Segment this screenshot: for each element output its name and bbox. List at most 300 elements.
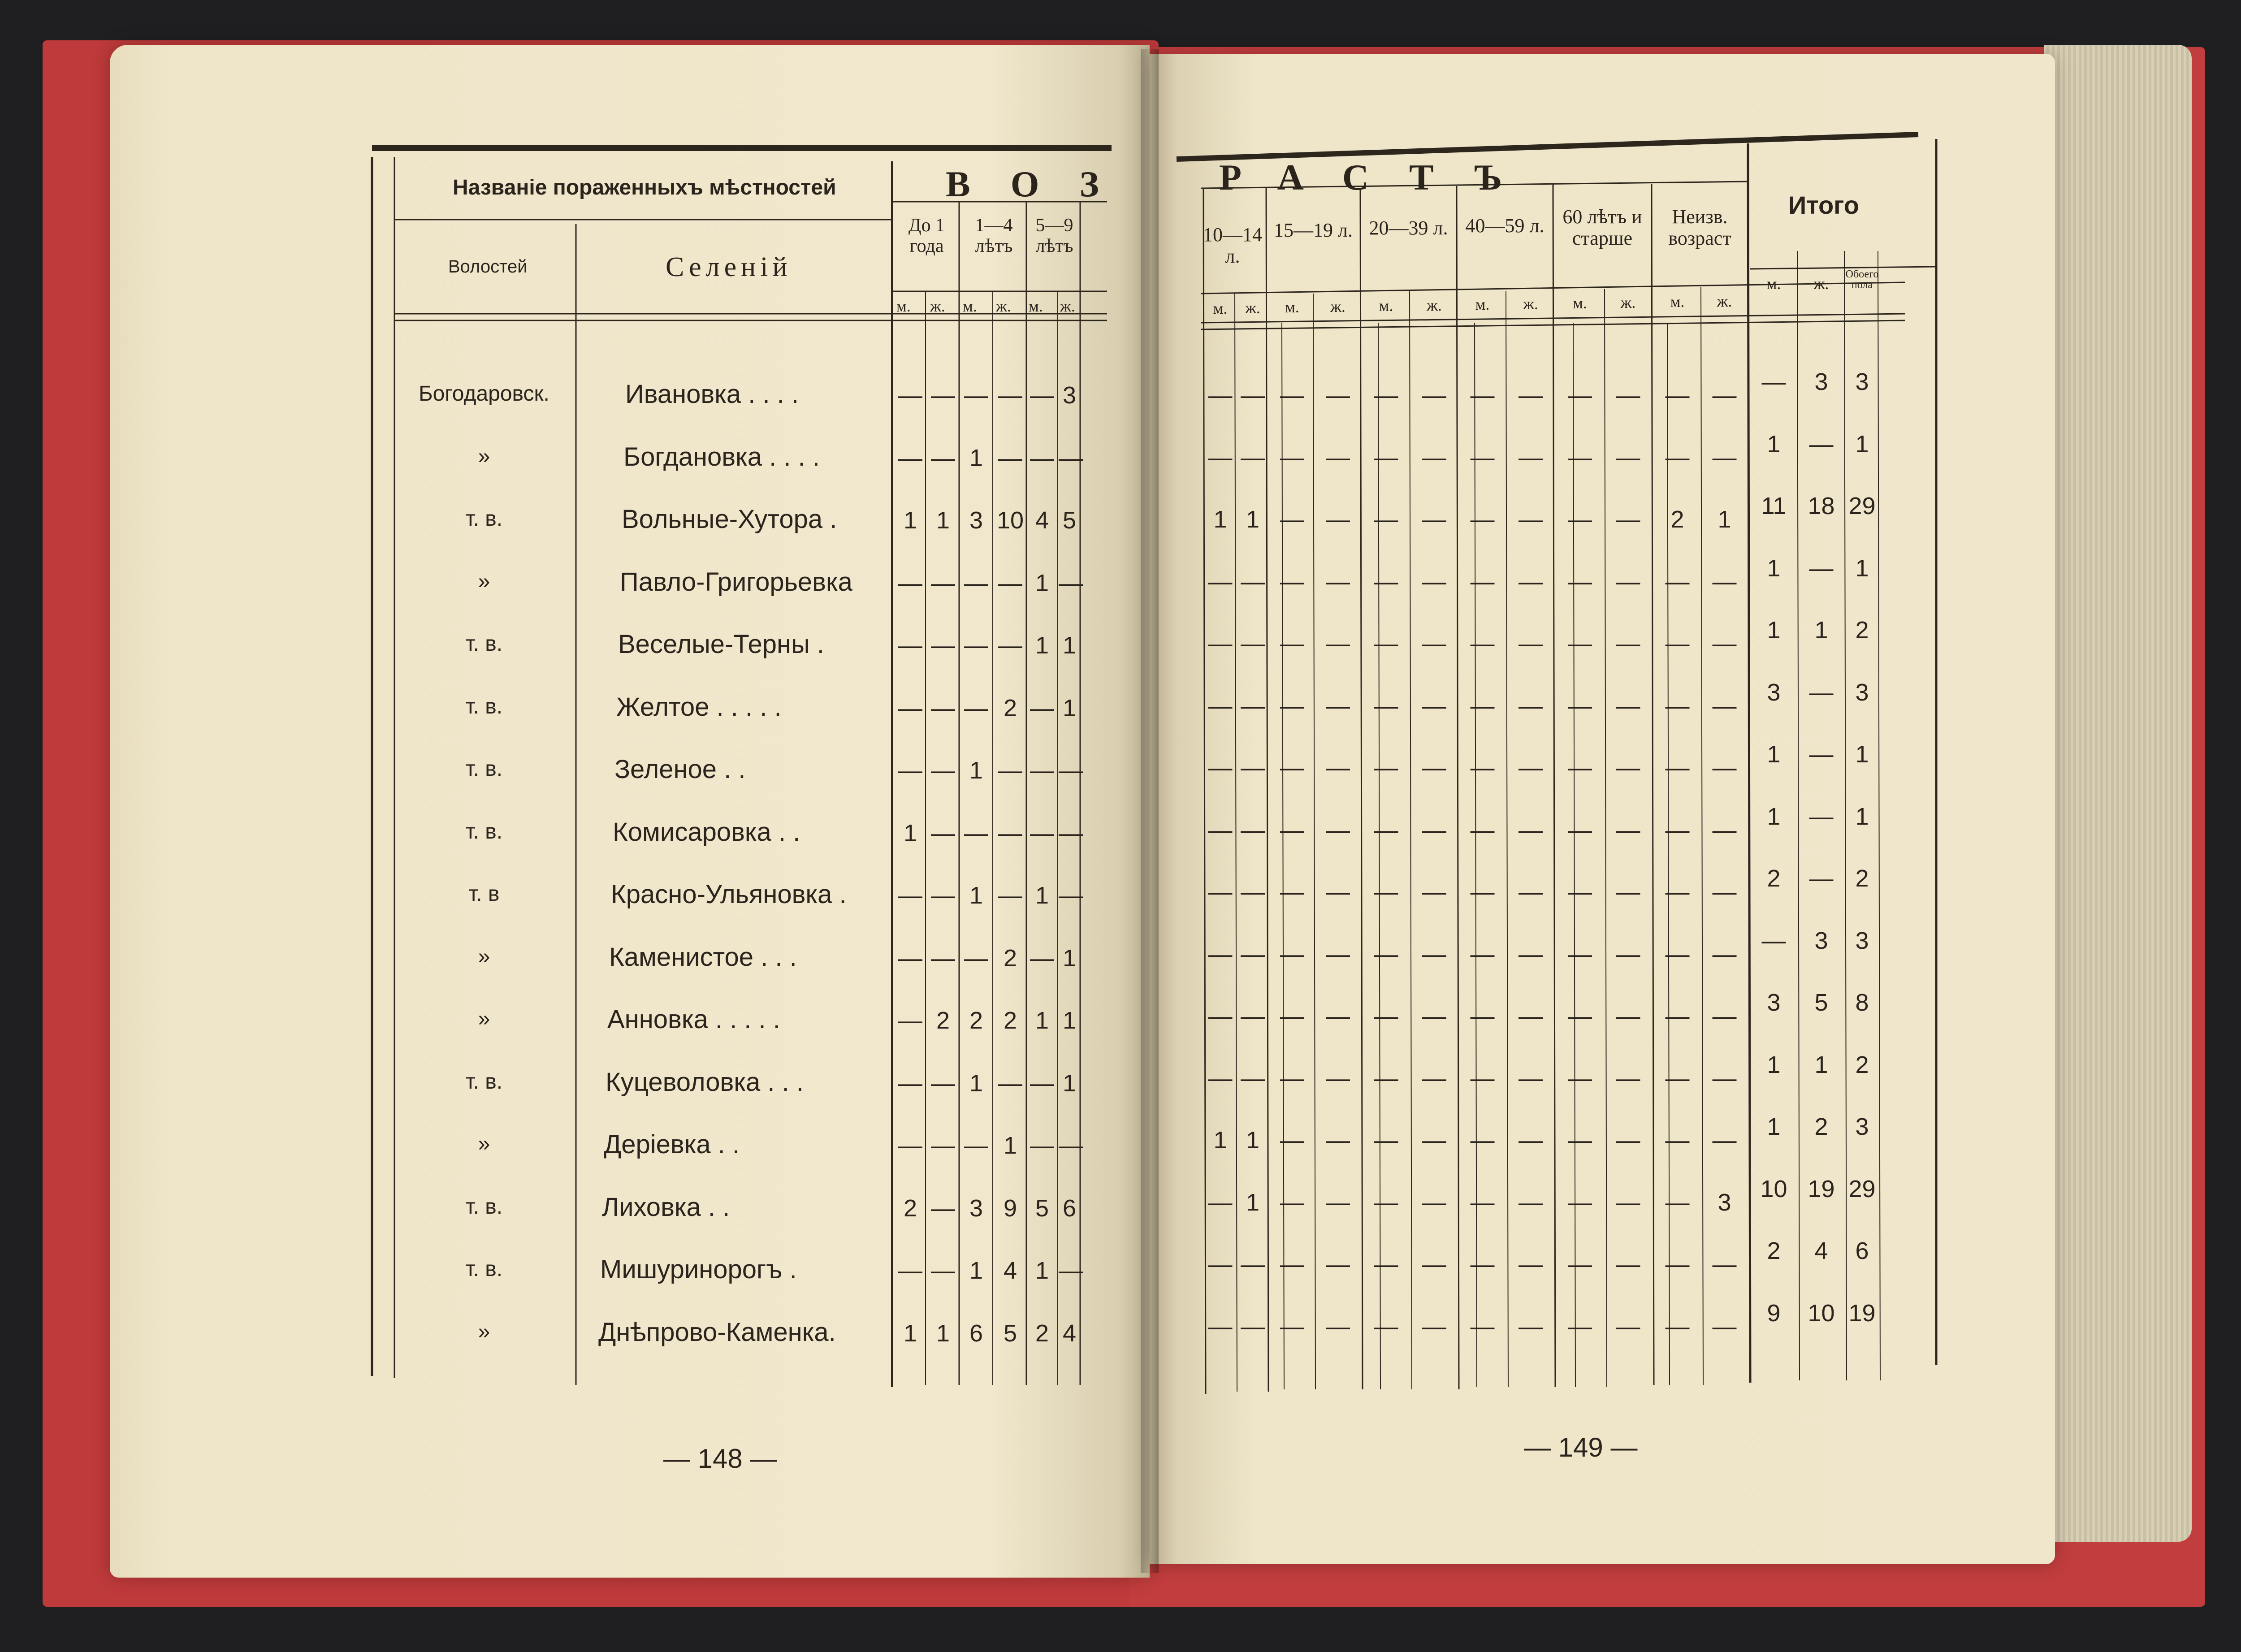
data-cell: — — [1422, 568, 1446, 595]
data-cell: — — [998, 632, 1022, 659]
data-cell: 4 — [1003, 1257, 1017, 1284]
data-cell: — — [898, 944, 922, 972]
data-cell: — — [1665, 444, 1690, 471]
data-cell: — — [964, 819, 988, 847]
data-cell: — — [1241, 816, 1265, 843]
itogo-cell: — — [1761, 927, 1786, 954]
sex-label: м. — [1766, 275, 1781, 293]
data-cell: — — [1280, 506, 1304, 533]
data-cell: — — [1665, 630, 1690, 657]
data-cell: — — [1616, 1313, 1640, 1340]
itogo-cell: 1 — [1767, 554, 1781, 582]
itogo-cell: 3 — [1855, 1113, 1869, 1140]
data-cell: — — [1030, 819, 1054, 847]
sex-label: м. — [963, 297, 977, 315]
selo-cell: Желтое . . . . . — [616, 692, 782, 722]
itogo-cell: 6 — [1855, 1237, 1869, 1264]
data-cell: — — [1470, 568, 1495, 595]
data-cell: 2 — [969, 1007, 983, 1034]
selo-cell: Каменистое . . . — [609, 942, 797, 972]
age-group-20-39: 20—39 л. — [1369, 217, 1448, 239]
volost-cell: т. в — [468, 882, 500, 906]
data-cell: — — [931, 632, 955, 659]
itogo-cell: 3 — [1855, 679, 1869, 706]
data-cell: — — [1374, 1003, 1398, 1029]
sex-label: ж. — [1523, 294, 1538, 313]
data-cell: — — [1030, 444, 1054, 471]
data-cell: — — [1712, 1127, 1737, 1154]
data-cell: — — [898, 757, 922, 784]
age-group-15-19: 15—19 л. — [1274, 219, 1353, 241]
selo-cell: Павло-Григорьевка — [620, 567, 852, 597]
data-cell: 1 — [1003, 1132, 1017, 1159]
data-cell: 1 — [1246, 1127, 1260, 1154]
data-cell: — — [1280, 382, 1304, 409]
data-cell: — — [931, 819, 955, 847]
data-cell: — — [1059, 1257, 1083, 1284]
data-cell: — — [998, 444, 1022, 471]
data-cell: — — [1519, 878, 1543, 905]
data-cell: — — [1712, 568, 1737, 595]
data-cell: — — [1374, 568, 1398, 595]
itogo-cell: — — [1809, 679, 1834, 706]
data-cell: — — [1616, 754, 1640, 781]
itogo-cell: 3 — [1767, 989, 1781, 1016]
data-cell: — — [1326, 568, 1350, 595]
data-cell: — — [1326, 382, 1350, 409]
data-cell: — — [931, 1132, 955, 1159]
itogo-cell: — — [1809, 554, 1834, 582]
data-cell: 4 — [1035, 507, 1049, 534]
data-cell: — — [1241, 1251, 1265, 1278]
table-title: Названіе пораженныхъ мѣстностей — [453, 176, 836, 199]
data-cell: — — [1470, 1251, 1495, 1278]
data-cell: — — [1030, 382, 1054, 409]
volost-cell: т. в. — [465, 757, 503, 781]
itogo-cell: 9 — [1767, 1299, 1781, 1327]
data-cell: 2 — [903, 1194, 917, 1222]
itogo-cell: 3 — [1814, 927, 1828, 954]
selo-cell: Анновка . . . . . — [607, 1005, 780, 1034]
data-cell: — — [1208, 630, 1233, 657]
data-cell: — — [898, 1132, 922, 1159]
selo-cell: Зеленое . . — [614, 755, 746, 784]
data-cell: 10 — [996, 507, 1024, 534]
data-cell: — — [1241, 382, 1265, 409]
itogo-cell: 19 — [1808, 1175, 1835, 1202]
age-group-under-1: До 1 года — [908, 215, 945, 257]
data-cell: 5 — [1035, 1194, 1049, 1222]
data-cell: — — [898, 444, 922, 471]
data-cell: — — [1665, 878, 1690, 905]
sex-label: ж. — [930, 297, 945, 315]
data-cell: — — [1568, 1313, 1592, 1340]
data-cell: — — [1519, 1313, 1543, 1340]
data-cell: — — [1665, 816, 1690, 843]
data-cell: — — [1519, 1064, 1543, 1092]
data-cell: — — [1519, 692, 1543, 719]
data-cell: 1 — [1718, 506, 1731, 533]
itogo-cell: 1 — [1855, 741, 1869, 768]
data-cell: 1 — [1035, 1007, 1049, 1034]
data-cell: — — [998, 757, 1022, 784]
data-cell: — — [1568, 1127, 1592, 1154]
data-cell: 1 — [969, 757, 983, 784]
data-cell: — — [1374, 1313, 1398, 1340]
selo-cell: Красно-Ульяновка . — [611, 880, 847, 909]
data-cell: — — [1059, 882, 1083, 909]
data-cell: — — [1280, 1251, 1304, 1278]
itogo-cell: 1 — [1814, 617, 1828, 644]
itogo-cell: 29 — [1848, 1175, 1876, 1202]
data-cell: 2 — [1003, 944, 1017, 972]
data-cell: — — [1712, 1313, 1737, 1340]
data-cell: 1 — [1035, 569, 1049, 597]
data-cell: — — [964, 1132, 988, 1159]
data-cell: 1 — [1035, 1257, 1049, 1284]
data-cell: — — [1519, 382, 1543, 409]
data-cell: — — [1616, 1064, 1640, 1092]
sex-label: м. — [1670, 293, 1685, 311]
itogo-cell: 1 — [1855, 554, 1869, 582]
data-cell: — — [1208, 382, 1233, 409]
data-cell: — — [1665, 1313, 1690, 1340]
selo-cell: Ивановка . . . . — [625, 380, 799, 409]
volost-cell: т. в. — [465, 1194, 503, 1219]
data-cell: — — [1568, 506, 1592, 533]
data-cell: — — [1374, 754, 1398, 781]
page-number-left: — 148 — — [663, 1444, 777, 1474]
data-cell: — — [1422, 1003, 1446, 1029]
volost-cell: » — [478, 1132, 490, 1156]
volost-cell: т. в. — [465, 1257, 503, 1281]
itogo-cell: 3 — [1767, 679, 1781, 706]
data-cell: — — [1280, 444, 1304, 471]
selo-cell: Богдановка . . . . — [623, 442, 820, 471]
data-cell: — — [1665, 1251, 1690, 1278]
itogo-cell: 11 — [1761, 493, 1787, 519]
data-cell: — — [1208, 1313, 1233, 1340]
data-cell: 1 — [1213, 1127, 1227, 1154]
data-cell: — — [1422, 940, 1446, 968]
data-cell: — — [1422, 1189, 1446, 1216]
data-cell: — — [1241, 630, 1265, 657]
data-cell: — — [1241, 444, 1265, 471]
data-cell: — — [1519, 1251, 1543, 1278]
data-cell: — — [1241, 568, 1265, 595]
data-cell: — — [1470, 1189, 1495, 1216]
data-cell: — — [1059, 819, 1083, 847]
data-cell: — — [931, 694, 955, 722]
data-cell: — — [1519, 754, 1543, 781]
data-cell: — — [1422, 382, 1446, 409]
data-cell: — — [1374, 692, 1398, 719]
data-cell: — — [1374, 940, 1398, 968]
data-cell: — — [898, 382, 922, 409]
age-group-60-plus: 60 лѣтъ и старше — [1562, 206, 1642, 250]
volost-cell: » — [478, 1007, 490, 1031]
data-cell: — — [1470, 940, 1495, 968]
data-cell: — — [1568, 754, 1592, 781]
data-cell: — — [931, 444, 955, 471]
data-cell: — — [1616, 1127, 1640, 1154]
data-cell: — — [1470, 506, 1495, 533]
data-cell: — — [1519, 1189, 1543, 1216]
data-cell: — — [1665, 1127, 1690, 1154]
volost-cell: т. в. — [465, 694, 503, 718]
data-cell: 2 — [1003, 694, 1017, 722]
data-cell: — — [1616, 940, 1640, 968]
data-cell: — — [1326, 1251, 1350, 1278]
data-cell: — — [1374, 382, 1398, 409]
data-cell: — — [1374, 630, 1398, 657]
volost-cell: » — [478, 944, 490, 969]
data-cell: — — [1241, 1003, 1265, 1029]
data-cell: 5 — [1003, 1319, 1017, 1347]
data-cell: — — [1241, 754, 1265, 781]
data-cell: — — [1568, 382, 1592, 409]
itogo-header: Итого — [1788, 191, 1859, 219]
sex-label: м. — [1573, 294, 1587, 312]
data-cell: — — [1712, 692, 1737, 719]
data-cell: — — [1241, 692, 1265, 719]
data-cell: 1 — [903, 1319, 917, 1347]
age-group-40-59: 40—59 л. — [1465, 215, 1544, 237]
data-cell: — — [1519, 630, 1543, 657]
itogo-cell: 1 — [1855, 803, 1869, 830]
sex-label: ж. — [1620, 293, 1636, 311]
data-cell: — — [898, 1257, 922, 1284]
vozrast-part1: ВОЗ — [946, 164, 1139, 204]
itogo-cell: — — [1809, 741, 1834, 768]
data-cell: — — [1241, 1064, 1265, 1092]
data-cell: — — [1280, 878, 1304, 905]
col-selo-header: Селеній — [666, 252, 792, 282]
data-cell: 5 — [1062, 507, 1077, 534]
data-cell: — — [998, 1069, 1022, 1097]
data-cell: 3 — [1718, 1189, 1731, 1216]
data-cell: 1 — [969, 1257, 983, 1284]
data-cell: — — [1241, 1313, 1265, 1340]
selo-cell: Мишуринорогъ . — [600, 1255, 797, 1284]
data-cell: — — [1616, 444, 1640, 471]
itogo-cell: 1 — [1767, 617, 1781, 644]
data-cell: 1 — [1062, 1069, 1077, 1097]
data-cell: — — [1665, 940, 1690, 968]
selo-cell: Вольные-Хутора . — [622, 505, 837, 534]
data-cell: — — [1374, 1127, 1398, 1154]
sex-label: ж. — [1427, 296, 1442, 314]
itogo-cell: 1 — [1767, 1051, 1781, 1078]
data-cell: 1 — [903, 819, 917, 847]
data-cell: — — [1616, 630, 1640, 657]
data-cell: — — [1374, 1189, 1398, 1216]
data-cell: — — [1665, 1064, 1690, 1092]
data-cell: — — [931, 1069, 955, 1097]
volost-cell: Богодаровск. — [419, 382, 549, 406]
data-cell: 1 — [1035, 632, 1049, 659]
data-cell: — — [1712, 1064, 1737, 1092]
sex-label: м. — [1285, 298, 1299, 316]
data-cell: — — [1030, 757, 1054, 784]
sex-label: м. — [1029, 297, 1043, 315]
itogo-cell: 1 — [1855, 430, 1869, 458]
itogo-cell: — — [1809, 430, 1834, 458]
data-cell: — — [1030, 1069, 1054, 1097]
data-cell: — — [1568, 816, 1592, 843]
data-cell: — — [1616, 1251, 1640, 1278]
selo-cell: Деріевка . . — [604, 1130, 740, 1159]
data-cell: — — [1280, 754, 1304, 781]
data-cell: — — [1059, 757, 1083, 784]
itogo-cell: 1 — [1767, 803, 1781, 830]
sex-label: ж. — [1060, 297, 1075, 315]
data-cell: 1 — [1246, 1189, 1260, 1216]
volost-cell: » — [478, 569, 490, 593]
data-cell: — — [1616, 1189, 1640, 1216]
itogo-cell: — — [1809, 865, 1834, 892]
sex-label: м. — [1475, 295, 1490, 313]
data-cell: 1 — [969, 882, 983, 909]
data-cell: — — [1326, 1189, 1350, 1216]
data-cell: — — [1519, 1127, 1543, 1154]
data-cell: — — [1280, 1189, 1304, 1216]
data-cell: — — [1616, 878, 1640, 905]
data-cell: — — [1568, 568, 1592, 595]
data-cell: — — [1470, 1127, 1495, 1154]
data-cell: — — [964, 944, 988, 972]
data-cell: — — [1208, 754, 1233, 781]
data-cell: — — [1712, 1003, 1737, 1029]
itogo-cell: 19 — [1848, 1299, 1876, 1327]
data-cell: — — [1519, 568, 1543, 595]
volost-cell: т. в. — [465, 819, 503, 843]
data-cell: — — [1208, 1003, 1233, 1029]
sex-label: ж. — [1245, 298, 1260, 317]
data-cell: — — [964, 382, 988, 409]
data-cell: — — [1326, 1313, 1350, 1340]
data-cell: — — [998, 569, 1022, 597]
data-cell: — — [1712, 1251, 1737, 1278]
data-cell: — — [1422, 630, 1446, 657]
data-cell: 3 — [969, 1194, 983, 1222]
data-cell: — — [1208, 568, 1233, 595]
data-cell: — — [931, 569, 955, 597]
data-cell: — — [1470, 878, 1495, 905]
data-cell: — — [1280, 630, 1304, 657]
data-cell: — — [1470, 754, 1495, 781]
itogo-cell: 3 — [1855, 368, 1869, 395]
itogo-cell: 2 — [1767, 865, 1781, 892]
data-cell: — — [1326, 1003, 1350, 1029]
data-cell: 6 — [1062, 1194, 1077, 1222]
data-cell: 1 — [1035, 882, 1049, 909]
itogo-cell: 10 — [1760, 1175, 1787, 1202]
data-cell: 1 — [1062, 944, 1077, 972]
itogo-cell: 2 — [1767, 1237, 1781, 1264]
sex-label: м. — [1213, 299, 1228, 317]
itogo-cell: — — [1809, 803, 1834, 830]
data-cell: — — [1665, 568, 1690, 595]
data-cell: — — [898, 569, 922, 597]
data-cell: — — [1665, 382, 1690, 409]
data-cell: — — [1665, 692, 1690, 719]
data-cell: — — [1422, 506, 1446, 533]
itogo-cell: 2 — [1855, 1051, 1869, 1078]
itogo-cell: 4 — [1814, 1237, 1828, 1264]
data-cell: — — [1326, 692, 1350, 719]
data-cell: — — [1326, 630, 1350, 657]
sex-label: ж. — [996, 297, 1011, 315]
data-cell: — — [898, 882, 922, 909]
data-cell: — — [1470, 1064, 1495, 1092]
data-cell: — — [1280, 1003, 1304, 1029]
data-cell: 1 — [936, 1319, 950, 1347]
data-cell: — — [964, 569, 988, 597]
data-cell: 1 — [1213, 506, 1227, 533]
age-group-unknown: Неизв. возраст — [1668, 206, 1731, 250]
sex-label: ж. — [1813, 275, 1829, 293]
volost-cell: » — [478, 444, 490, 468]
data-cell: — — [1616, 1003, 1640, 1029]
data-cell: — — [1568, 1189, 1592, 1216]
data-cell: — — [1326, 1127, 1350, 1154]
data-cell: — — [1422, 1313, 1446, 1340]
data-cell: — — [931, 944, 955, 972]
data-cell: — — [1616, 382, 1640, 409]
data-cell: — — [1208, 444, 1233, 471]
data-cell: — — [1568, 1251, 1592, 1278]
data-cell: — — [898, 632, 922, 659]
data-cell: — — [1568, 630, 1592, 657]
both-sexes-label: Обоего пола — [1845, 268, 1879, 291]
data-cell: 1 — [1246, 506, 1260, 533]
itogo-cell: 8 — [1855, 989, 1869, 1016]
data-cell: — — [1712, 878, 1737, 905]
data-cell: — — [998, 882, 1022, 909]
data-cell: — — [1280, 1064, 1304, 1092]
data-cell: — — [1470, 816, 1495, 843]
sex-label: м. — [896, 297, 911, 315]
data-cell: — — [1326, 816, 1350, 843]
data-cell: — — [1616, 816, 1640, 843]
itogo-cell: 2 — [1855, 865, 1869, 892]
age-group-1-4: 1—4 лѣтъ — [975, 215, 1013, 257]
data-cell: — — [1568, 692, 1592, 719]
itogo-cell: 2 — [1814, 1113, 1828, 1140]
data-cell: — — [1208, 692, 1233, 719]
data-cell: — — [1712, 754, 1737, 781]
data-cell: — — [998, 819, 1022, 847]
data-cell: 1 — [903, 507, 917, 534]
itogo-cell: 10 — [1808, 1299, 1835, 1327]
data-cell: — — [1326, 754, 1350, 781]
data-cell: 2 — [1670, 506, 1684, 533]
data-cell: — — [1712, 940, 1737, 968]
data-cell: — — [1519, 940, 1543, 968]
data-cell: — — [1712, 382, 1737, 409]
data-cell: 1 — [969, 444, 983, 471]
volost-cell: т. в. — [465, 632, 503, 656]
data-cell: — — [1470, 1313, 1495, 1340]
data-cell: — — [1374, 1064, 1398, 1092]
sex-label: м. — [1379, 297, 1393, 315]
data-cell: 3 — [969, 507, 983, 534]
selo-cell: Куцеволовка . . . — [606, 1067, 804, 1097]
data-cell: — — [931, 1257, 955, 1284]
data-cell: — — [931, 882, 955, 909]
data-cell: — — [1616, 506, 1640, 533]
